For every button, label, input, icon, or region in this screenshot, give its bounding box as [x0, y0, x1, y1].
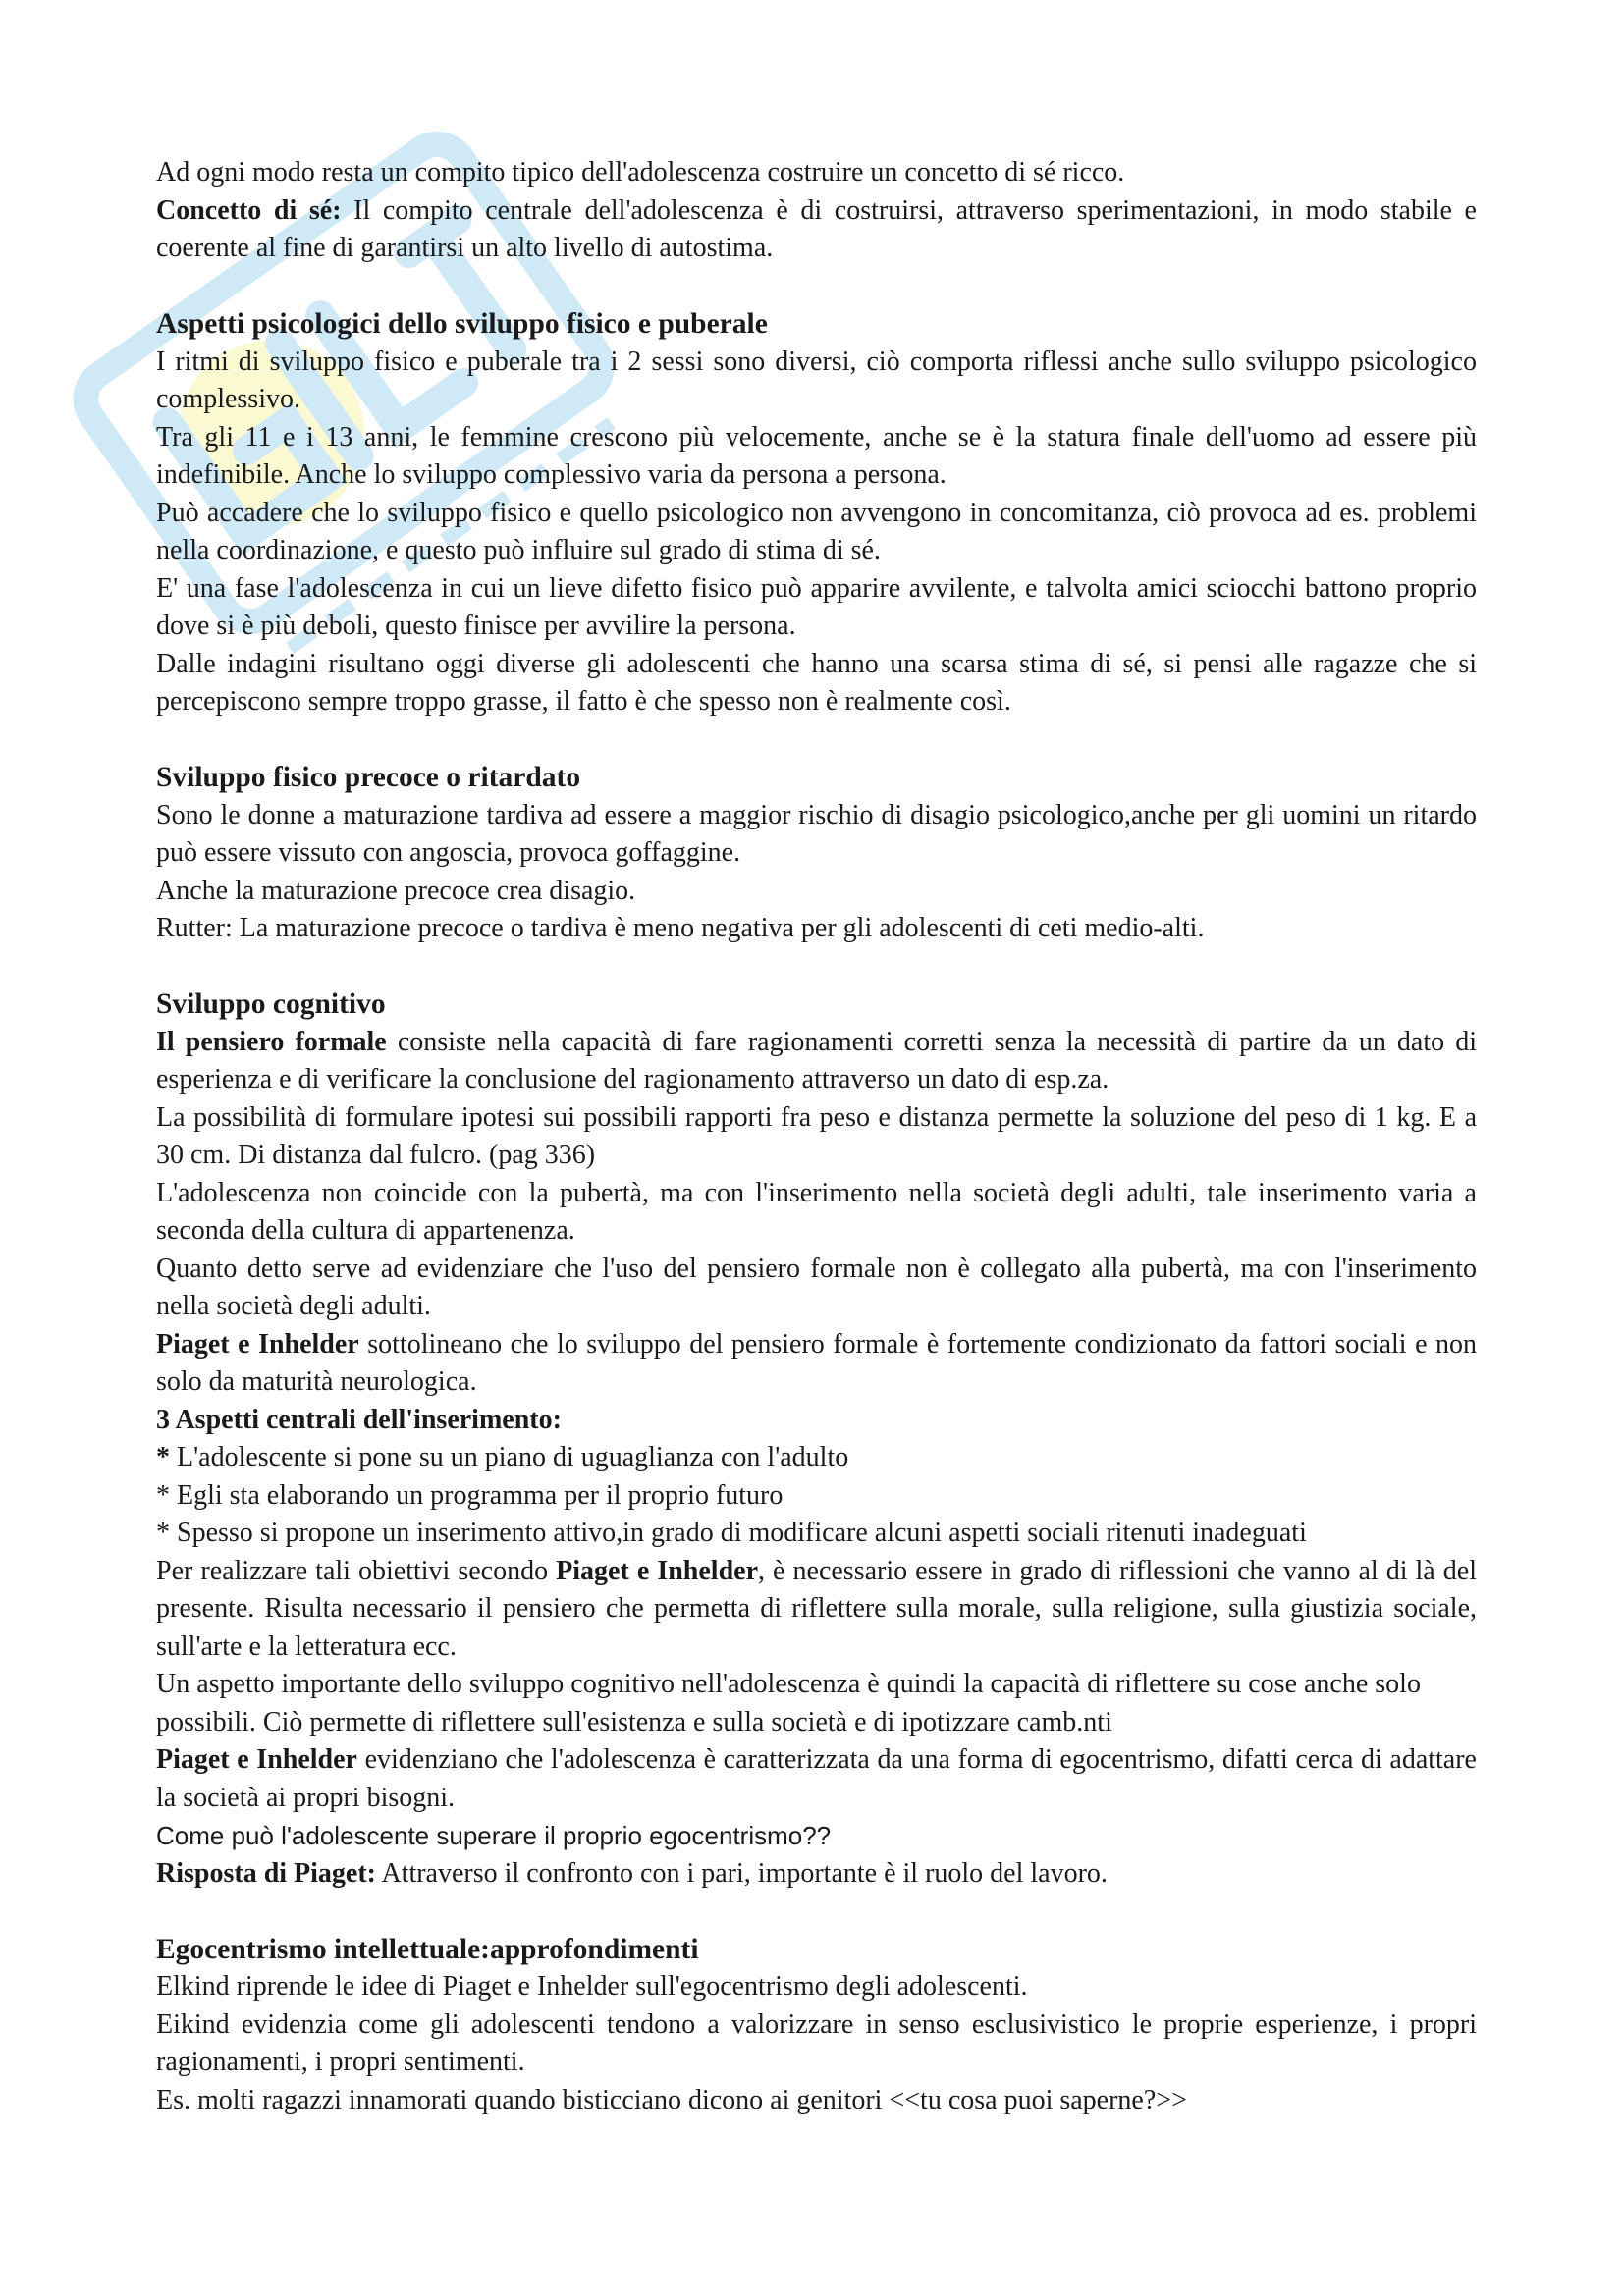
paragraph: Tra gli 11 e i 13 anni, le femmine crescono più velocemente, anche se è la statura finale dell'uomo ad essere più indefinibile. Anche lo sviluppo complessivo varia da persona a persona. [156, 421, 1477, 490]
intro-paragraph: Ad ogni modo resta un compito tipico dell'adolescenza costruire un concetto di sé ricco. [156, 157, 1125, 187]
list-item: * Spesso si propone un inserimento attivo,in grado di modificare alcuni aspetti sociali ritenuti inadeguati [156, 1518, 1307, 1548]
list-item: * L'adolescente si pone su un piano di uguaglianza con l'adulto [156, 1442, 849, 1472]
paragraph: I ritmi di sviluppo fisico e puberale tra i 2 sessi sono diversi, ciò comporta riflessi anche sullo sviluppo psicologico complessivo. [156, 346, 1477, 414]
self-concept-term: Concetto di sé: [156, 194, 342, 226]
self-concept-paragraph: Concetto di sé: Il compito centrale dell'adolescenza è di costruirsi, attraverso sperimentazioni, in modo stabile e coerente al fine di garantirsi un alto livello di autostima. [156, 194, 1477, 263]
paragraph: Piaget e Inhelder sottolineano che lo sviluppo del pensiero formale è fortemente condizionato da fattori sociali e non solo da maturità neurologica. [156, 1328, 1477, 1397]
paragraph: E' una fase l'adolescenza in cui un lieve difetto fisico può apparire avvilente, e talvolta amici sciocchi battono proprio dove si è più deboli, questo finisce per avvilire la persona. [156, 572, 1477, 641]
section-heading-cognitive-development: Sviluppo cognitivo [156, 988, 386, 1020]
paragraph: Rutter: La maturazione precoce o tardiva è meno negativa per gli adolescenti di ceti medio-alti. [156, 913, 1205, 943]
paragraph: Anche la maturazione precoce crea disagio. [156, 875, 636, 906]
question-line: Come può l'adolescente superare il proprio egocentrismo?? [156, 1821, 832, 1850]
paragraph: Eikind evidenzia come gli adolescenti tendono a valorizzare in senso esclusivistico le proprie esperienze, i propri ragionamenti, i propri sentimenti. [156, 2008, 1477, 2077]
document-content [156, 154, 1477, 2119]
paragraph: Es. molti ragazzi innamorati quando bisticciano dicono ai genitori <<tu cosa puoi saperne?>> [156, 2084, 1187, 2115]
list-item: * Egli sta elaborando un programma per il proprio futuro [156, 1479, 784, 1511]
paragraph: Dalle indagini risultano oggi diverse gli adolescenti che hanno una scarsa stima di sé, si pensi alle ragazze che si percepiscono sempre troppo grasse, il fatto è che spesso non è realmente così. [156, 648, 1477, 717]
paragraph: L'adolescenza non coincide con la pubertà, ma con l'inserimento nella società degli adulti, tale inserimento varia a seconda della cultura di appartenenza. [156, 1177, 1477, 1246]
paragraph: Un aspetto importante dello sviluppo cognitivo nell'adolescenza è quindi la capacità di riflettere su cose anche solo possibili. Ciò permette di riflettere sull'esistenza e sulla società e di ipotizzare camb.nti [156, 1669, 1421, 1737]
paragraph: Elkind riprende le idee di Piaget e Inhelder sull'egocentrismo degli adolescenti. [156, 1971, 1028, 2002]
paragraph: Il pensiero formale consiste nella capacità di fare ragionamenti corretti senza la necessità di partire da un dato di esperienza e di verificare la conclusione del ragionamento attraverso un dato di esp.za. [156, 1026, 1477, 1095]
section-heading-physical-development: Aspetti psicologici dello sviluppo fisico e puberale [156, 308, 768, 340]
paragraph: Quanto detto serve ad evidenziare che l'uso del pensiero formale non è collegato alla pubertà, ma con l'inserimento nella società degli adulti. [156, 1253, 1477, 1321]
section-heading-intellectual-egocentrism: Egocentrismo intellettuale:approfondimenti [156, 1933, 699, 1965]
list-heading: 3 Aspetti centrali dell'inserimento: [156, 1404, 562, 1435]
paragraph: Piaget e Inhelder evidenziano che l'adolescenza è caratterizzata da una forma di egocentrismo, difatti cerca di adattare la società ai propri bisogni. [156, 1744, 1477, 1813]
paragraph: La possibilità di formulare ipotesi sui possibili rapporti fra peso e distanza permette la soluzione del peso di 1 kg. E a 30 cm. Di distanza dal fulcro. (pag 336) [156, 1101, 1477, 1170]
answer-line: Risposta di Piaget: Attraverso il confronto con i pari, importante è il ruolo del lavoro. [156, 1857, 1108, 1889]
paragraph: Per realizzare tali obiettivi secondo Piaget e Inhelder, è necessario essere in grado di riflessioni che vanno al di là del presente. Risulta necessario il pensiero che permetta di riflettere sulla morale, sulla religione, sulla giustizia sociale, sull'arte e la letteratura ecc. [156, 1555, 1477, 1662]
section-heading-early-late-development: Sviluppo fisico precoce o ritardato [156, 762, 581, 793]
paragraph: Sono le donne a maturazione tardiva ad essere a maggior rischio di disagio psicologico,anche per gli uomini un ritardo può essere vissuto con angoscia, provoca goffaggine. [156, 799, 1477, 868]
paragraph: Può accadere che lo sviluppo fisico e quello psicologico non avvengono in concomitanza, ciò provoca ad es. problemi nella coordinazione, e questo può influire sul grado di stima di sé. [156, 497, 1477, 565]
